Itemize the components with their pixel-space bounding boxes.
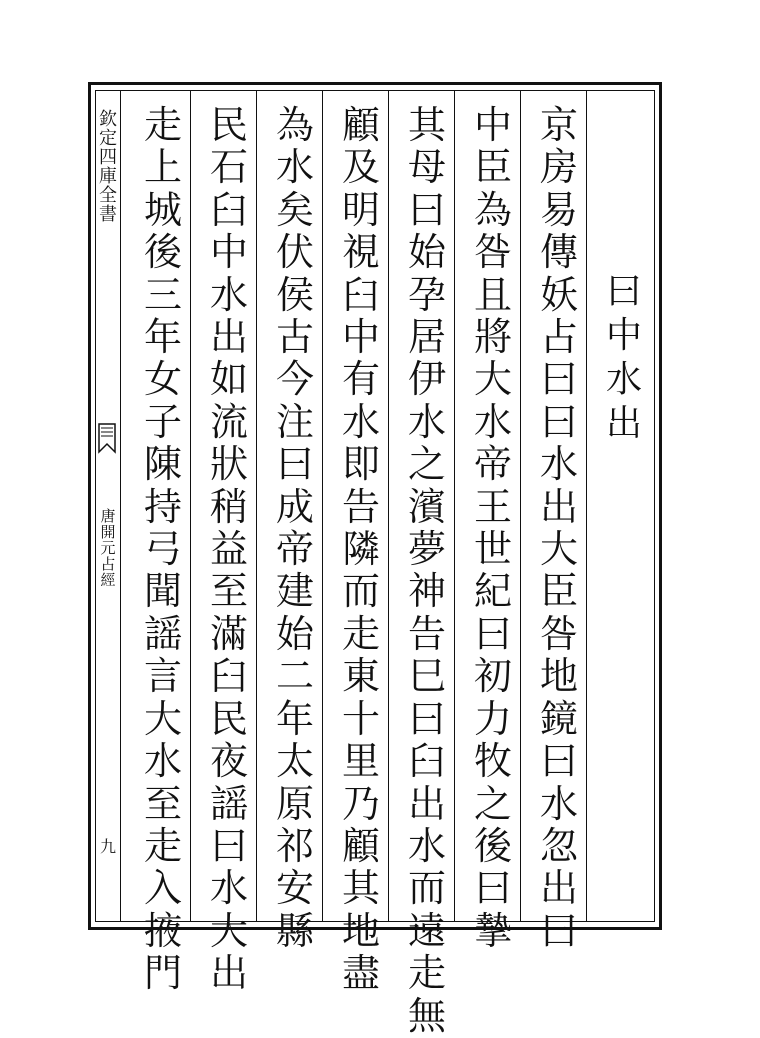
text-column-5: 為水矣 伏侯古今注曰成帝建始二年太原祁安縣 [275, 103, 353, 953]
column-divider [388, 90, 389, 922]
column-divider [586, 90, 587, 922]
page-number: 九 [99, 837, 116, 856]
column-divider [256, 90, 257, 922]
text-column-6: 民石臼中水出如流狀稍益至滿臼民夜謡曰水大出 [209, 103, 248, 996]
text-column-4: 顧及明視臼中有水即告隣而走東十里乃顧其地盡 [341, 103, 380, 996]
text-column-3: 其母曰始孕居伊水之濱夢神告巳曰臼出水而遠走無 [407, 103, 446, 1038]
spine-title: 欽定四庫全書 [99, 109, 117, 225]
column-divider [520, 90, 521, 922]
text-column-2: 中臣為咎且將大水 帝王世紀曰初力牧之後曰摯 [473, 103, 551, 953]
column-divider [454, 90, 455, 922]
section-heading: 曰中水出 [605, 271, 642, 444]
spine-subtitle: 唐開元占經 [100, 507, 116, 589]
text-column-7: 走上城後三年女子陳持弓聞謡言大水至走入掖門 [143, 103, 182, 996]
text-column-1: 京房易傳妖占曰曰水出大臣咎 地鏡曰水忽出曰 [539, 103, 617, 953]
fish-tail-mark-icon [97, 422, 117, 454]
book-spine [95, 90, 121, 922]
column-divider [190, 90, 191, 922]
